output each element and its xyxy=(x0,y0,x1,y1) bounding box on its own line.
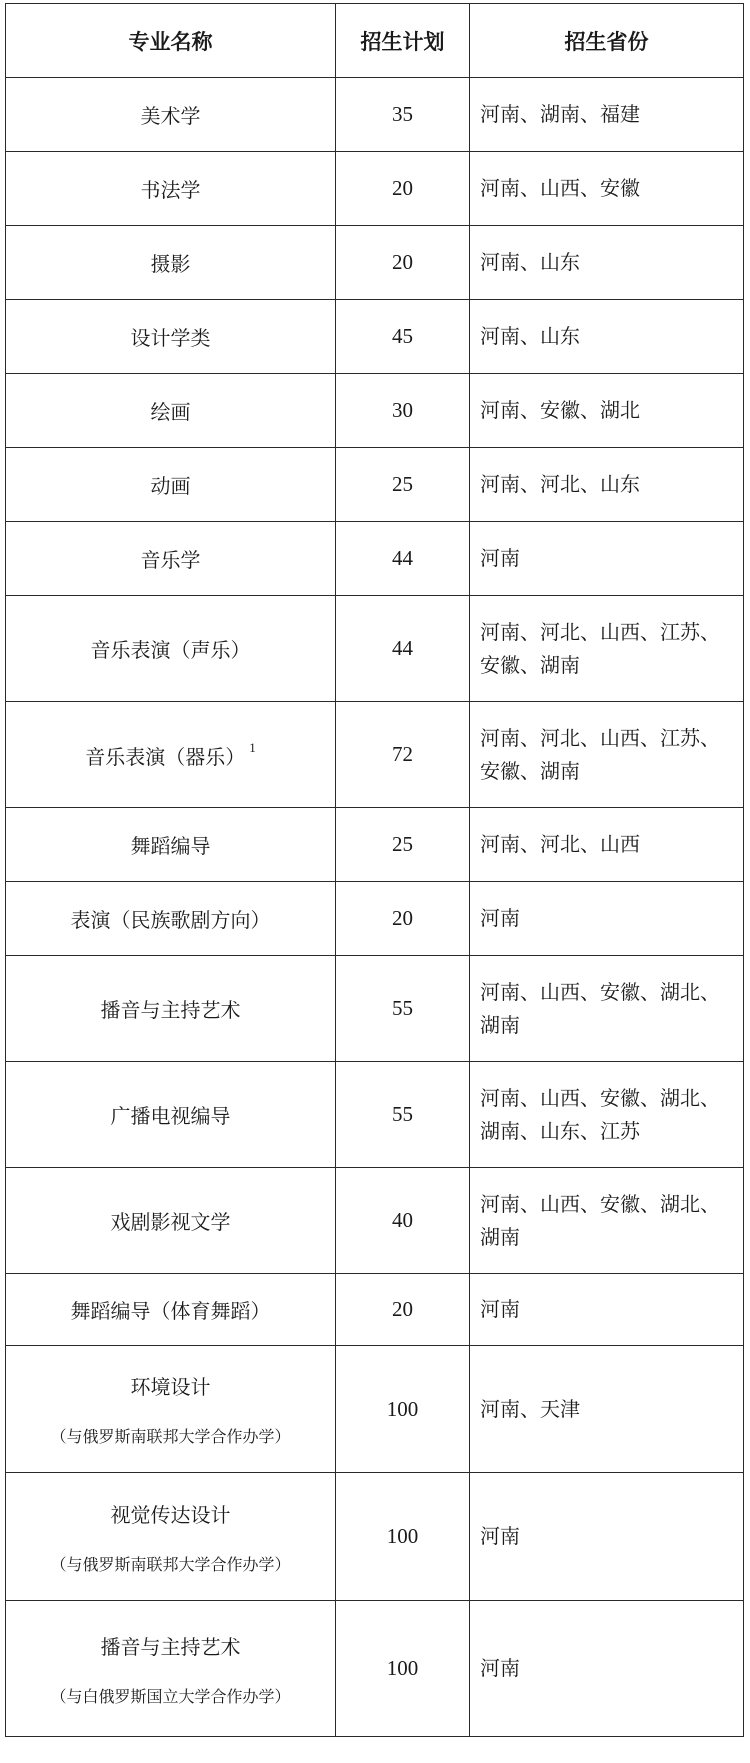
table-row xyxy=(6,78,744,152)
table-row xyxy=(6,522,744,596)
provinces-cell: 河南、河北、山西、江苏、安徽、湖南 xyxy=(470,702,744,808)
major-cell xyxy=(6,1473,336,1601)
table-row xyxy=(6,882,744,956)
table-row xyxy=(6,596,744,702)
plan-cell: 72 xyxy=(336,702,470,808)
table-row xyxy=(6,1274,744,1346)
provinces-cell: 河南 xyxy=(470,1274,744,1346)
provinces-cell: 河南、安徽、湖北 xyxy=(470,374,744,448)
major-cell: 绘画 xyxy=(6,374,336,448)
plan-cell: 40 xyxy=(336,1168,470,1274)
provinces-cell: 河南 xyxy=(470,522,744,596)
provinces-cell: 河南、湖南、福建 xyxy=(470,78,744,152)
provinces-cell: 河南、山西、安徽、湖北、湖南 xyxy=(470,1168,744,1274)
enrollment-table xyxy=(5,3,744,1737)
plan-cell: 100 xyxy=(336,1346,470,1473)
plan-cell: 20 xyxy=(336,1274,470,1346)
major-cell: 舞蹈编导（体育舞蹈） xyxy=(6,1274,336,1346)
plan-cell: 55 xyxy=(336,956,470,1062)
major-label: 环境设计 xyxy=(130,1375,211,1399)
header-major: 专业名称 xyxy=(6,4,336,78)
table-row xyxy=(6,1346,744,1473)
header-row xyxy=(6,4,744,78)
major-cell: 音乐表演（声乐） xyxy=(6,596,336,702)
provinces-cell: 河南 xyxy=(470,1601,744,1737)
plan-cell: 20 xyxy=(336,882,470,956)
plan-cell: 25 xyxy=(336,808,470,882)
table-row xyxy=(6,374,744,448)
plan-cell: 55 xyxy=(336,1062,470,1168)
table-row xyxy=(6,226,744,300)
major-cell: 设计学类 xyxy=(6,300,336,374)
header-provinces: 招生省份 xyxy=(470,4,744,78)
plan-cell: 30 xyxy=(336,374,470,448)
provinces-cell: 河南、山东 xyxy=(470,226,744,300)
major-cell xyxy=(6,702,336,808)
table-row xyxy=(6,956,744,1062)
major-label: 播音与主持艺术 xyxy=(100,1634,241,1659)
table-row xyxy=(6,808,744,882)
footnote-marker: 1 xyxy=(249,739,256,755)
table-row xyxy=(6,300,744,374)
major-cell xyxy=(6,1601,336,1737)
provinces-cell: 河南、山东 xyxy=(470,300,744,374)
table-row xyxy=(6,1168,744,1274)
provinces-cell: 河南、山西、安徽、湖北、湖南 xyxy=(470,956,744,1062)
provinces-cell: 河南、山西、安徽、湖北、湖南、山东、江苏 xyxy=(470,1062,744,1168)
plan-cell: 20 xyxy=(336,152,470,226)
plan-cell: 20 xyxy=(336,226,470,300)
provinces-cell: 河南、河北、山西、江苏、安徽、湖南 xyxy=(470,596,744,702)
plan-cell: 100 xyxy=(336,1601,470,1737)
plan-cell: 25 xyxy=(336,448,470,522)
table-row xyxy=(6,152,744,226)
major-cell: 美术学 xyxy=(6,78,336,152)
table-row xyxy=(6,1062,744,1168)
major-label: 音乐表演（器乐） xyxy=(85,744,246,769)
provinces-cell: 河南、天津 xyxy=(470,1346,744,1473)
major-cell: 广播电视编导 xyxy=(6,1062,336,1168)
table-row xyxy=(6,702,744,808)
provinces-cell: 河南 xyxy=(470,882,744,956)
table-row xyxy=(6,448,744,522)
cooperation-note: （与俄罗斯南联邦大学合作办学） xyxy=(50,1427,291,1446)
provinces-cell: 河南、河北、山东 xyxy=(470,448,744,522)
provinces-cell: 河南、河北、山西 xyxy=(470,808,744,882)
plan-cell: 100 xyxy=(336,1473,470,1601)
major-cell: 舞蹈编导 xyxy=(6,808,336,882)
major-cell xyxy=(6,1346,336,1473)
header-plan: 招生计划 xyxy=(336,4,470,78)
provinces-cell: 河南 xyxy=(470,1473,744,1601)
table-row xyxy=(6,1473,744,1601)
major-cell: 书法学 xyxy=(6,152,336,226)
major-label: 视觉传达设计 xyxy=(110,1502,231,1527)
table-row xyxy=(6,1601,744,1737)
cooperation-note: （与俄罗斯南联邦大学合作办学） xyxy=(50,1554,291,1574)
major-cell: 音乐学 xyxy=(6,522,336,596)
plan-cell: 44 xyxy=(336,596,470,702)
major-cell: 播音与主持艺术 xyxy=(6,956,336,1062)
major-cell: 动画 xyxy=(6,448,336,522)
provinces-cell: 河南、山西、安徽 xyxy=(470,152,744,226)
major-cell: 摄影 xyxy=(6,226,336,300)
plan-cell: 45 xyxy=(336,300,470,374)
major-cell: 戏剧影视文学 xyxy=(6,1168,336,1274)
plan-cell: 44 xyxy=(336,522,470,596)
plan-cell: 35 xyxy=(336,78,470,152)
major-cell: 表演（民族歌剧方向） xyxy=(6,882,336,956)
cooperation-note: （与白俄罗斯国立大学合作办学） xyxy=(50,1686,291,1706)
